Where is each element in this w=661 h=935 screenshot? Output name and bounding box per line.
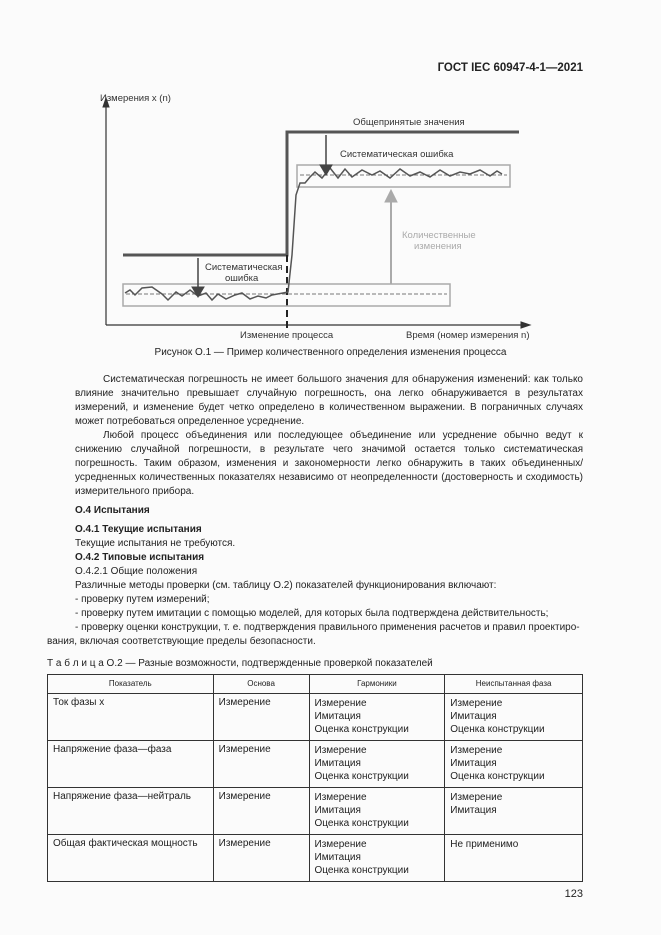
cell-line: Оценка конструкции: [314, 818, 409, 829]
subsection-heading: О.4.1 Текущие испытания: [75, 524, 202, 535]
table-cell: [309, 788, 445, 835]
systematic-error-arrow-lower: [192, 258, 204, 297]
table-header-row: [48, 675, 583, 694]
column-header: Показатель: [48, 675, 214, 694]
table-cell: Напряжение фаза—фаза: [48, 741, 214, 788]
cell-line: Имитация: [314, 852, 361, 863]
table-cell: [309, 741, 445, 788]
x-axis-label: Время (номер измерения n): [406, 330, 530, 341]
text-line: Текущие испытания не требуются.: [75, 538, 236, 549]
column-header: Гармоники: [309, 675, 445, 694]
cell-line: Имитация: [450, 711, 497, 722]
paragraph: Любой процесс объединения или последующее объединение или усреднение обычно ведут к снижению случайной погрешности, в результате чего значимой остается только систематическая погрешность. Таким образом, изменения и закономерности легко обнаружить в таких объединенных/усредненных количественных показателях независимо от неопределенности (достоверность и сходимость) измерительного прибора.: [75, 430, 583, 497]
list-item-continued: вания, включая соответствующие пределы безопасности.: [47, 636, 316, 647]
list-item: - проверку путем измерений;: [75, 594, 210, 605]
cell-line: Оценка конструкции: [314, 724, 409, 735]
cell-line: Оценка конструкции: [314, 865, 409, 876]
table-row: [48, 788, 583, 835]
quantitative-change-arrow: [385, 190, 397, 284]
reference-values-label: Общепринятые значения: [353, 117, 465, 128]
table-cell: [445, 741, 583, 788]
column-header: Основа: [213, 675, 309, 694]
arrow-down-icon: [320, 165, 332, 175]
list-item-text: - проверку оценки конструкции, т. е. подтверждения правильного применения расчетов и правил проектиро-: [75, 622, 580, 633]
table-cell: [445, 694, 583, 741]
cell-line: Имитация: [450, 758, 497, 769]
cell-line: Не применимо: [450, 839, 519, 850]
x-axis-arrow-icon: [521, 322, 530, 328]
table-row: [48, 835, 583, 882]
table-cell: [445, 835, 583, 882]
table-cell: [309, 694, 445, 741]
table-caption: Т а б л и ц а О.2 — Разные возможности, подтвержденные проверкой показателей: [47, 658, 433, 669]
table-row: [48, 694, 583, 741]
arrow-up-icon: [385, 190, 397, 202]
systematic-error-label-upper: Систематическая ошибка: [340, 149, 454, 160]
y-axis-label: Измерения x (n): [100, 93, 171, 104]
cell-line: Оценка конструкции: [314, 771, 409, 782]
clause-heading: О.4.2.1 Общие положения: [75, 566, 198, 577]
cell-line: Измерение: [314, 698, 367, 709]
subsection-heading: О.4.2 Типовые испытания: [75, 552, 205, 563]
cell-line: Измерение: [314, 745, 367, 756]
text-line: Различные методы проверки (см. таблицу О.2) показателей функционирования включают:: [75, 580, 497, 591]
table-cell: [309, 835, 445, 882]
cell-line: Измерение: [314, 792, 367, 803]
cell-line: Имитация: [314, 805, 361, 816]
table-cell: Измерение: [213, 694, 309, 741]
cell-line: Имитация: [314, 758, 361, 769]
figure-caption: Рисунок О.1 — Пример количественного определения изменения процесса: [154, 347, 507, 358]
process-change-figure: [0, 0, 661, 345]
cell-line: Оценка конструкции: [450, 724, 545, 735]
table-cell: Измерение: [213, 741, 309, 788]
table-cell: Измерение: [213, 835, 309, 882]
cell-line: Имитация: [450, 805, 497, 816]
cell-line: Измерение: [450, 745, 503, 756]
quantitative-change-label-2: изменения: [414, 241, 462, 252]
verification-table: [47, 674, 583, 882]
page-number: 123: [564, 888, 583, 900]
table-cell: Измерение: [213, 788, 309, 835]
cell-line: Имитация: [314, 711, 361, 722]
column-header: Неиспытанная фаза: [445, 675, 583, 694]
process-change-label: Изменение процесса: [240, 330, 334, 341]
table-cell: [445, 788, 583, 835]
body-text: [47, 373, 583, 900]
paragraph: Систематическая погрешность не имеет большого значения для обнаружения изменений: как только влияние значительно превышает случайную погрешность, она легко обнаруживается в результатах измерений, и изменение будет четко определено в количественном выражении. В пограничных случаях может потребоваться определенное усреднение.: [75, 374, 583, 427]
systematic-error-label-lower-1: Систематическая: [205, 262, 283, 273]
table-cell: Общая фактическая мощность: [48, 835, 214, 882]
quantitative-change-label-1: Количественные: [402, 230, 476, 241]
list-item: [47, 621, 583, 649]
cell-line: Оценка конструкции: [450, 771, 545, 782]
table-row: [48, 741, 583, 788]
cell-line: Измерение: [314, 839, 367, 850]
table-cell: Напряжение фаза—нейтраль: [48, 788, 214, 835]
cell-line: Измерение: [450, 792, 503, 803]
document-id: ГОСТ IEC 60947-4-1—2021: [437, 62, 583, 74]
section-heading: О.4 Испытания: [75, 505, 150, 516]
cell-line: Измерение: [450, 698, 503, 709]
list-item: - проверку путем имитации с помощью моделей, для которых была подтверждена действительность;: [75, 608, 549, 619]
table-cell: Ток фазы x: [48, 694, 214, 741]
systematic-error-label-lower-2: ошибка: [225, 273, 259, 284]
